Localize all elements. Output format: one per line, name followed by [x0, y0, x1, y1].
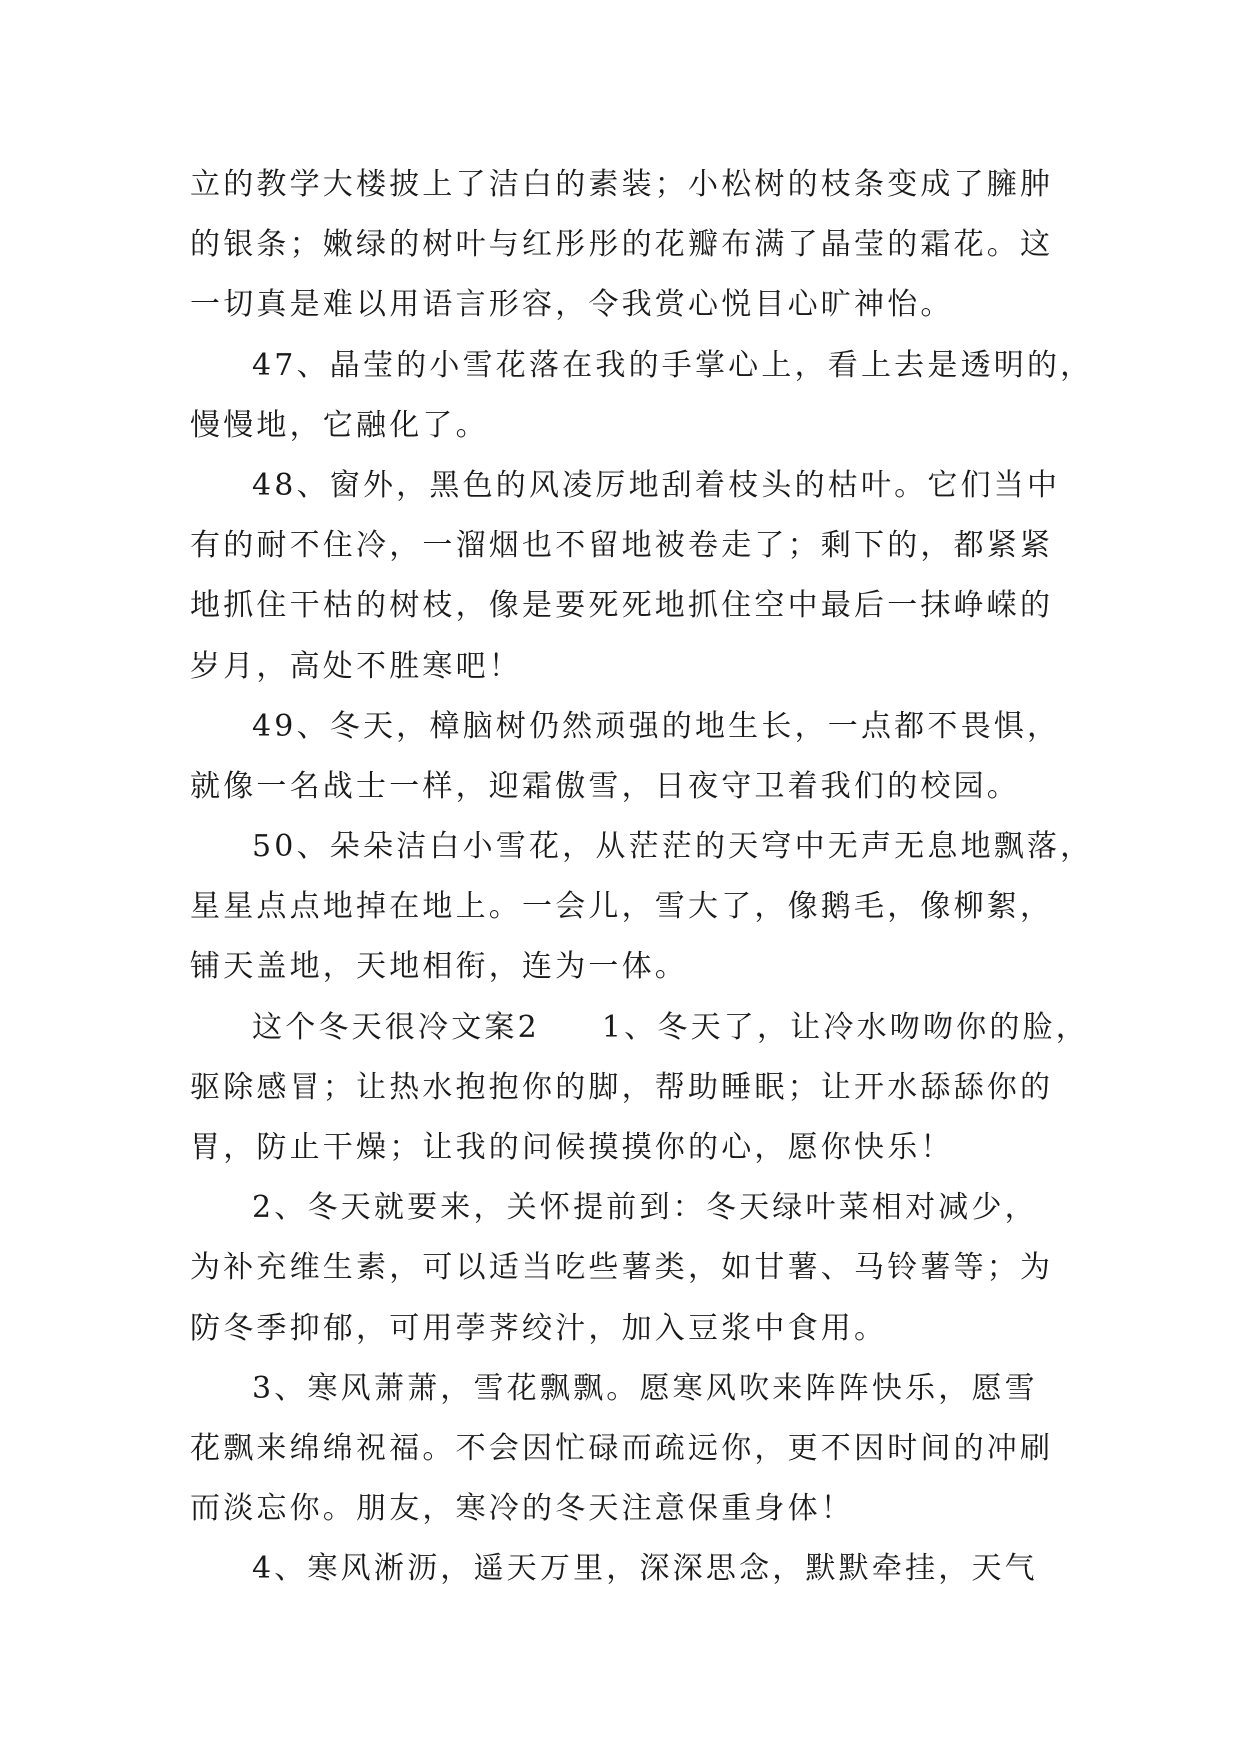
document-body: [190, 155, 1094, 1600]
text-line-16: 驱除感冒；让热水抱抱你的脚，帮助睡眠；让开水舔舔你的: [190, 1069, 1054, 1105]
text-line-2: 的银条；嫩绿的树叶与红彤彤的花瓣布满了晶莹的霜花。这: [190, 227, 1054, 263]
text-line-6: 48、窗外，黑色的风凌厉地刮着枝头的枯叶。它们当中: [252, 467, 1061, 503]
text-line-20: 防冬季抑郁，可用荸荠绞汁，加入豆浆中食用。: [190, 1310, 888, 1346]
text-line-4: 47、晶莹的小雪花落在我的手掌心上，看上去是透明的，: [252, 347, 1094, 383]
text-line-19: 为补充维生素，可以适当吃些薯类，如甘薯、马铃薯等；为: [190, 1250, 1054, 1286]
text-line-8: 地抓住干枯的树枝，像是要死死地抓住空中最后一抹峥嵘的: [190, 588, 1054, 624]
section-first-item: 1、冬天了，让冷水吻吻你的脸，: [601, 1009, 1089, 1045]
text-line-10: 49、冬天，樟脑树仍然顽强的地生长，一点都不畏惧，: [252, 708, 1061, 744]
text-line-15: [190, 998, 1089, 1058]
text-line-18: 2、冬天就要来，关怀提前到：冬天绿叶菜相对减少，: [252, 1190, 1038, 1226]
text-line-22: 花飘来绵绵祝福。不会因忙碌而疏远你，更不因时间的冲刷: [190, 1430, 1054, 1466]
section-heading: 这个冬天很冷文案2: [252, 1009, 540, 1045]
text-line-17: 胃，防止干燥；让我的问候摸摸你的心，愿你快乐！: [190, 1130, 954, 1165]
text-line-23: 而淡忘你。朋友，寒冷的冬天注意保重身体！: [190, 1491, 854, 1527]
text-line-21: 3、寒风萧萧，雪花飘飘。愿寒风吹来阵阵快乐，愿雪: [252, 1370, 1038, 1406]
text-line-3: 一切真是难以用语言形容，令我赏心悦目心旷神怡。: [190, 287, 954, 323]
text-line-9: 岁月，高处不胜寒吧！: [190, 648, 522, 684]
text-line-7: 有的耐不住冷，一溜烟也不留地被卷走了；剩下的，都紧紧: [190, 528, 1054, 564]
text-line-13: 星星点点地掉在地上。一会儿，雪大了，像鹅毛，像柳絮，: [190, 889, 1054, 925]
text-line-11: 就像一名战士一样，迎霜傲雪，日夜守卫着我们的校园。: [190, 768, 1020, 804]
text-line-1: 立的教学大楼披上了洁白的素装；小松树的枝条变成了臃肿: [190, 167, 1054, 202]
text-line-5: 慢慢地，它融化了。: [190, 407, 489, 443]
text-line-24: 4、寒风淅沥，遥天万里，深深思念，默默牵挂，天气: [252, 1551, 1038, 1587]
text-line-12: 50、朵朵洁白小雪花，从茫茫的天穹中无声无息地飘落，: [252, 829, 1094, 865]
text-line-14: 铺天盖地，天地相衔，连为一体。: [190, 949, 688, 985]
